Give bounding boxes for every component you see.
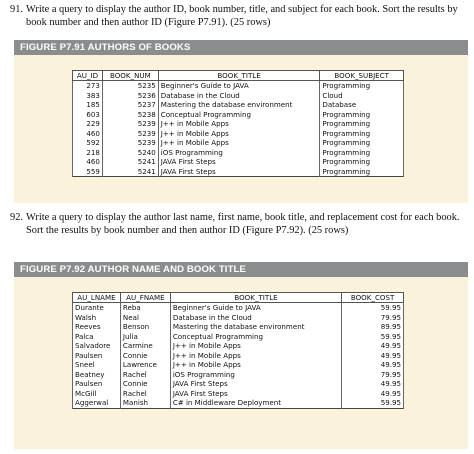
table-row (73, 379, 404, 389)
table-cell: Programming (320, 138, 404, 148)
table-row (73, 341, 404, 351)
table-cell: J++ in Mobile Apps (170, 360, 341, 370)
table-row (73, 360, 404, 370)
table-row (73, 398, 404, 408)
table-cell: Aggerwal (73, 398, 121, 408)
table-cell: Neal (120, 313, 170, 323)
table-cell: 5239 (102, 129, 158, 139)
table-cell: Database in the Cloud (158, 91, 320, 101)
table-cell: 383 (73, 91, 103, 101)
table-cell: J++ in Mobile Apps (158, 119, 320, 129)
table-cell: Database in the Cloud (170, 313, 341, 323)
table-cell: J++ in Mobile Apps (158, 129, 320, 139)
table-cell: 185 (73, 100, 103, 110)
figure-p7-92-panel (14, 277, 468, 449)
table-cell: 49.95 (342, 379, 404, 389)
table-cell: Programming (320, 157, 404, 167)
table-cell: Walsh (73, 313, 121, 323)
table-cell: 89.95 (342, 322, 404, 332)
table-cell: J++ in Mobile Apps (158, 138, 320, 148)
table-cell: Reeves (73, 322, 121, 332)
table-cell: 229 (73, 119, 103, 129)
table-cell: Programming (320, 167, 404, 177)
table-cell: 5236 (102, 91, 158, 101)
table-cell: Database (320, 100, 404, 110)
table-row (73, 351, 404, 361)
table-cell: Beginner's Guide to JAVA (170, 303, 341, 313)
question-91 (10, 4, 460, 29)
table-cell: Julia (120, 332, 170, 342)
column-header: AU_FNAME (120, 293, 170, 303)
table-cell: Salvadore (73, 341, 121, 351)
table-cell: Connie (120, 379, 170, 389)
table-cell: Programming (320, 119, 404, 129)
table-cell: Carmine (120, 341, 170, 351)
table-cell: 49.95 (342, 351, 404, 361)
table-row (73, 303, 404, 313)
table-row (73, 119, 404, 129)
table-cell: JAVA First Steps (170, 379, 341, 389)
table-cell: Palca (73, 332, 121, 342)
table-cell: 49.95 (342, 341, 404, 351)
table-cell: Paulsen (73, 379, 121, 389)
table-row (73, 129, 404, 139)
column-header: BOOK_TITLE (158, 71, 320, 81)
table-cell: Programming (320, 110, 404, 120)
table-row (73, 81, 404, 91)
table-cell: 5237 (102, 100, 158, 110)
table-cell: iOS Programming (170, 370, 341, 380)
table-cell: Rachel (120, 389, 170, 399)
table-cell: 59.95 (342, 332, 404, 342)
column-header: BOOK_COST (342, 293, 404, 303)
table-cell: C# in Middleware Deployment (170, 398, 341, 408)
table-cell: J++ in Mobile Apps (170, 341, 341, 351)
table-cell: Paulsen (73, 351, 121, 361)
table-cell: Durante (73, 303, 121, 313)
table-header-row (73, 71, 404, 81)
table-cell: 59.95 (342, 303, 404, 313)
authors-of-books-table (72, 70, 404, 177)
question-number: 91. (10, 4, 23, 15)
table-row (73, 100, 404, 110)
table-cell: 59.95 (342, 398, 404, 408)
table-cell: iOS Programming (158, 148, 320, 158)
table-row (73, 167, 404, 177)
question-text: Write a query to display the author ID, book number, title, and subject for each book. Sort the results by book number and then author ID (Figure P7.91). (25 rows) (26, 4, 458, 28)
table-row (73, 332, 404, 342)
column-header: AU_ID (73, 71, 103, 81)
table-cell: Connie (120, 351, 170, 361)
table-cell: Benson (120, 322, 170, 332)
table-cell: 5241 (102, 157, 158, 167)
table-cell: Programming (320, 148, 404, 158)
table-row (73, 322, 404, 332)
table-row (73, 313, 404, 323)
table-cell: 79.95 (342, 370, 404, 380)
table-cell: Lawrence (120, 360, 170, 370)
table-cell: 5239 (102, 138, 158, 148)
figure-p7-92-header: FIGURE P7.92 AUTHOR NAME AND BOOK TITLE (14, 262, 468, 277)
table-cell: JAVA First Steps (170, 389, 341, 399)
table-row (73, 110, 404, 120)
table-cell: 5240 (102, 148, 158, 158)
table-cell: McGill (73, 389, 121, 399)
table-cell: Mastering the database environment (158, 100, 320, 110)
column-header: BOOK_SUBJECT (320, 71, 404, 81)
table-header-row (73, 293, 404, 303)
table-row (73, 157, 404, 167)
table-row (73, 370, 404, 380)
table-cell: Rachel (120, 370, 170, 380)
table-row (73, 148, 404, 158)
table-cell: 460 (73, 157, 103, 167)
table-cell: Beginner's Guide to JAVA (158, 81, 320, 91)
figure-p7-91-panel (14, 55, 468, 203)
author-name-book-title-table (72, 292, 404, 409)
table-cell: 5238 (102, 110, 158, 120)
table-cell: 559 (73, 167, 103, 177)
question-92 (10, 212, 460, 237)
table-row (73, 138, 404, 148)
table-row (73, 91, 404, 101)
table-cell: JAVA First Steps (158, 157, 320, 167)
table-cell: 49.95 (342, 389, 404, 399)
table-cell: J++ in Mobile Apps (170, 351, 341, 361)
figure-p7-91-header: FIGURE P7.91 AUTHORS OF BOOKS (14, 40, 468, 55)
table-cell: 5235 (102, 81, 158, 91)
table-cell: Reba (120, 303, 170, 313)
question-number: 92. (10, 212, 23, 223)
table-cell: 592 (73, 138, 103, 148)
column-header: BOOK_TITLE (170, 293, 341, 303)
table-cell: 218 (73, 148, 103, 158)
table-cell: Sneel (73, 360, 121, 370)
question-text: Write a query to display the author last name, first name, book title, and replacement cost for each book. Sort the results by book number and then author ID (Figure P7.92). (25 rows) (26, 212, 460, 236)
table-cell: Programming (320, 129, 404, 139)
column-header: AU_LNAME (73, 293, 121, 303)
table-cell: 5239 (102, 119, 158, 129)
column-header: BOOK_NUM (102, 71, 158, 81)
table-row (73, 389, 404, 399)
table-cell: Conceptual Programming (158, 110, 320, 120)
table-cell: Manish (120, 398, 170, 408)
table-cell: 460 (73, 129, 103, 139)
table-cell: Conceptual Programming (170, 332, 341, 342)
table-cell: 49.95 (342, 360, 404, 370)
table-cell: 5241 (102, 167, 158, 177)
table-cell: Mastering the database environment (170, 322, 341, 332)
table-cell: 79.95 (342, 313, 404, 323)
table-cell: Cloud (320, 91, 404, 101)
table-cell: Beatney (73, 370, 121, 380)
table-cell: JAVA First Steps (158, 167, 320, 177)
table-cell: Programming (320, 81, 404, 91)
table-cell: 603 (73, 110, 103, 120)
table-cell: 273 (73, 81, 103, 91)
